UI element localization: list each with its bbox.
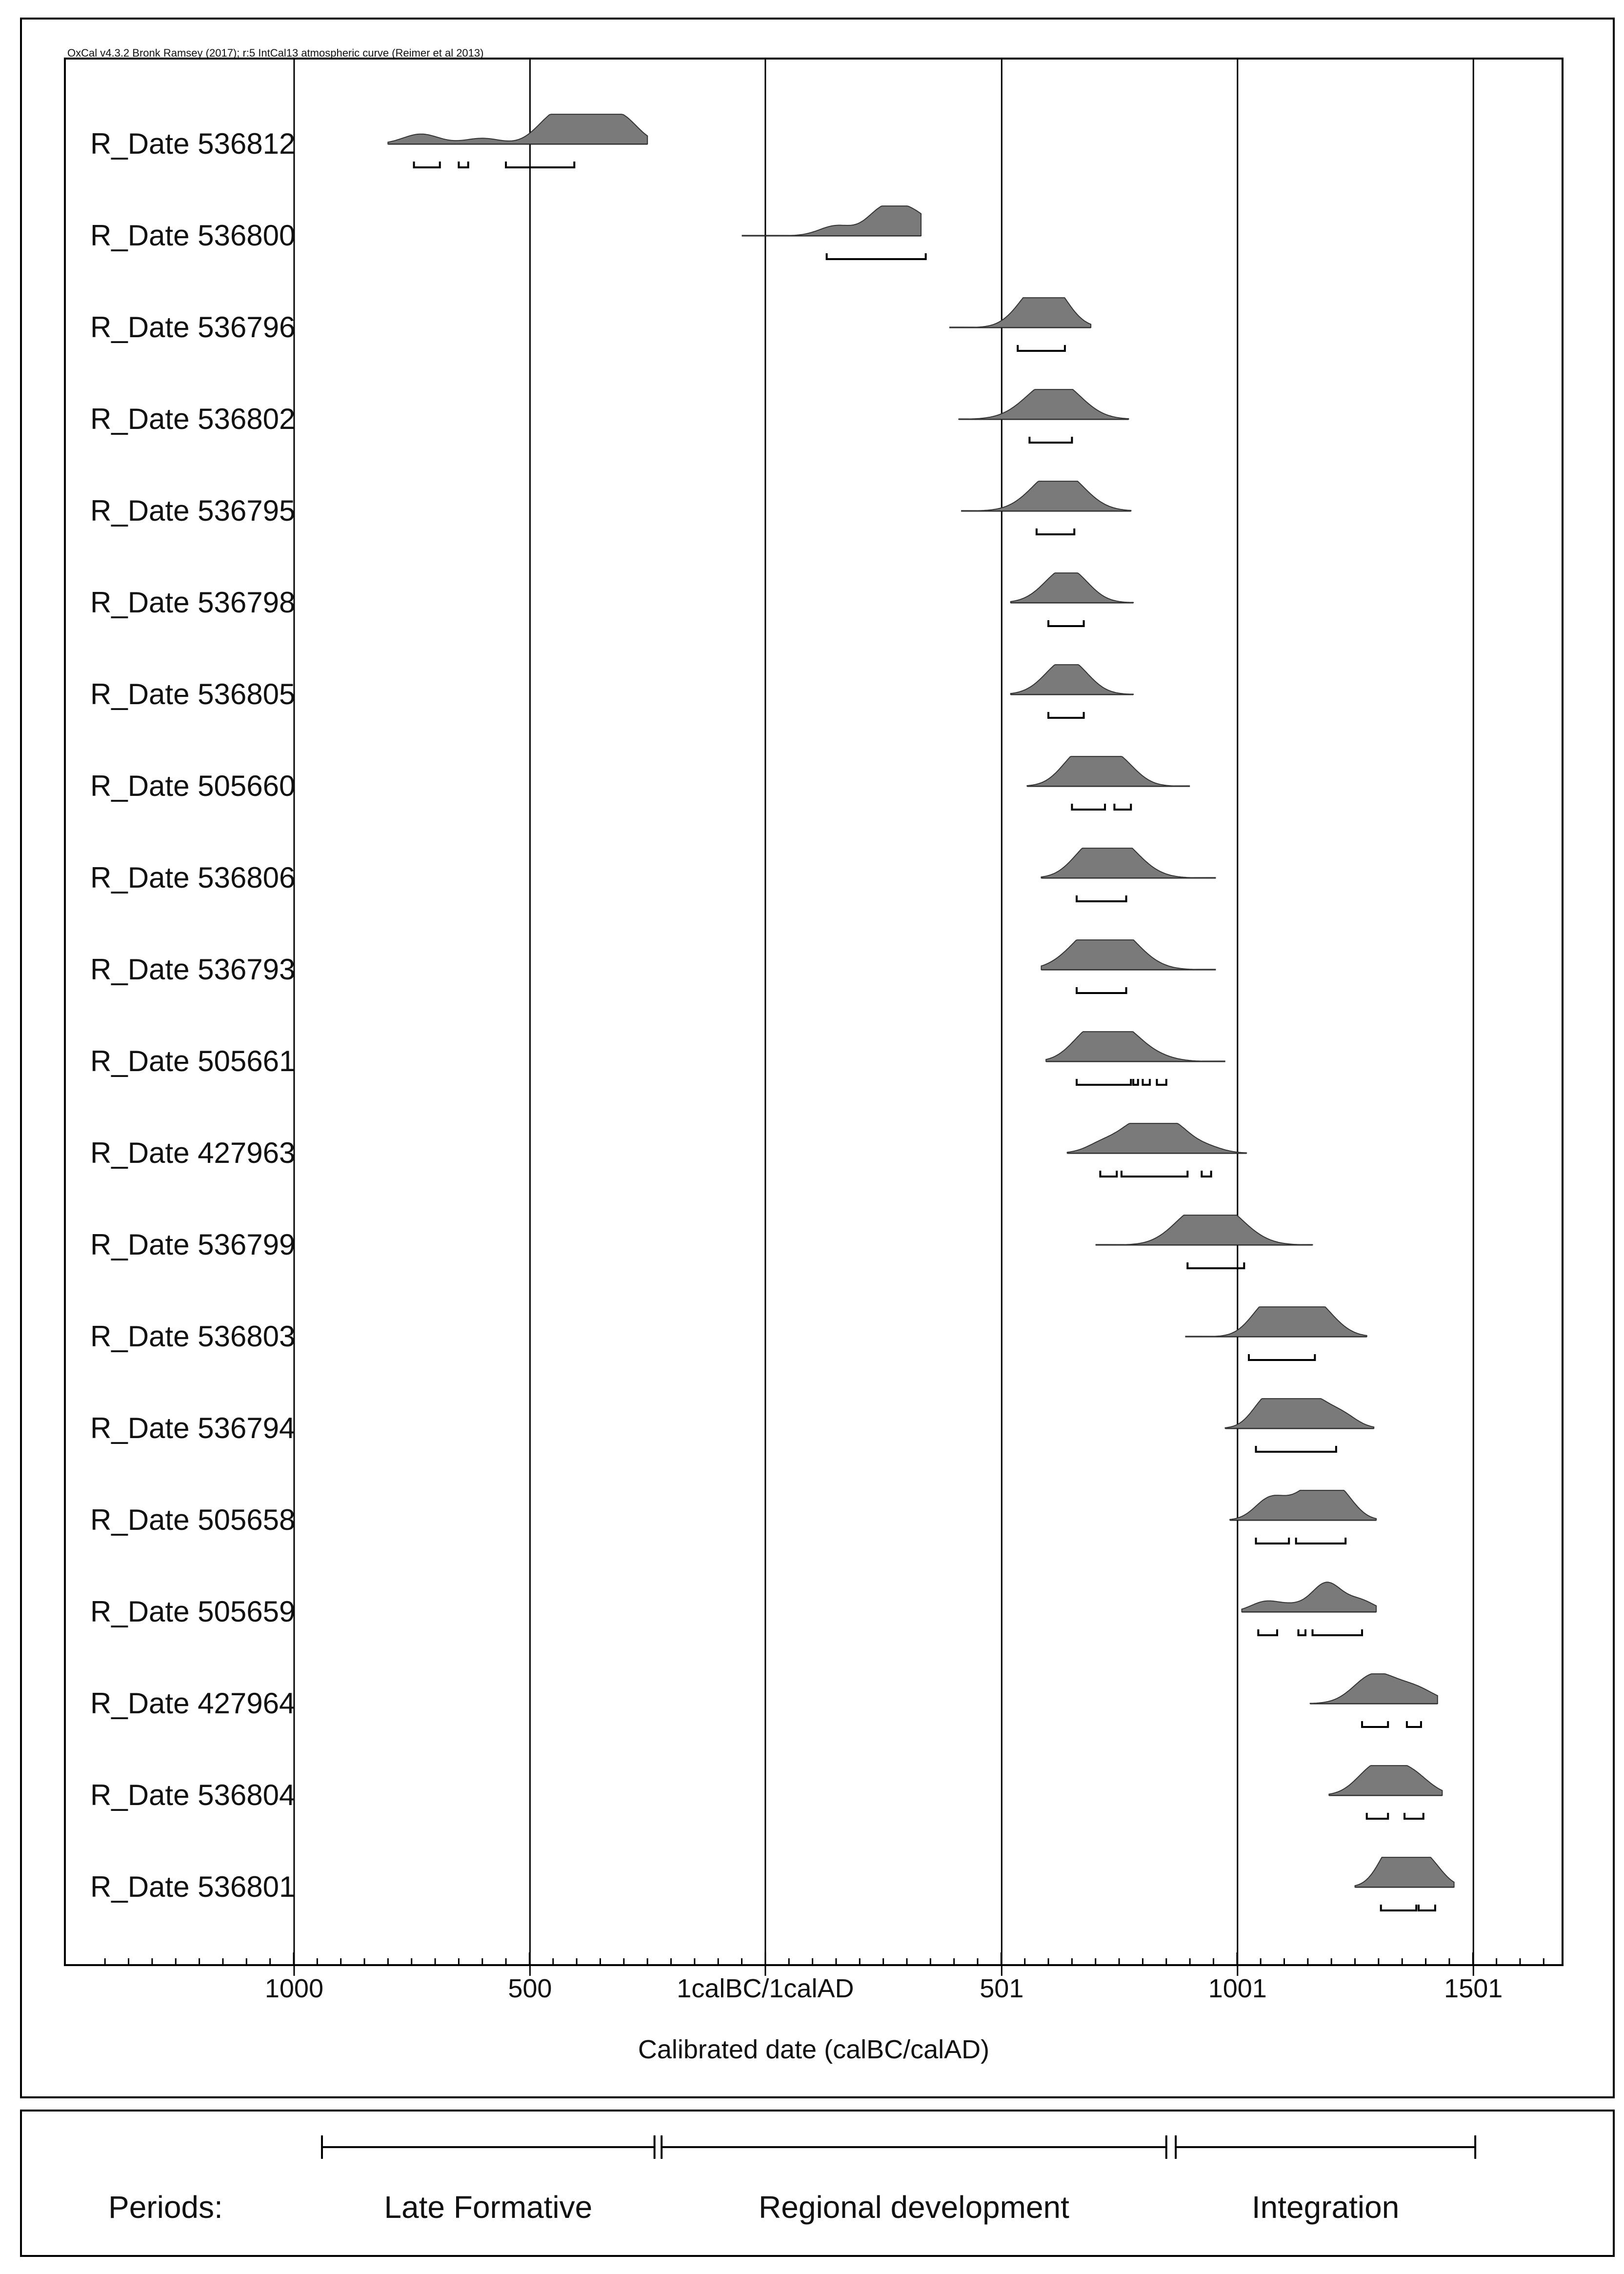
- date-row: [90, 1215, 1313, 1268]
- date-label: R_Date 536799: [90, 1228, 296, 1261]
- date-label: R_Date 536794: [90, 1412, 296, 1444]
- date-label: R_Date 536796: [90, 311, 296, 344]
- date-row: [90, 1123, 1246, 1177]
- probability-density: [1096, 1215, 1313, 1245]
- range-bracket: [1258, 1629, 1277, 1635]
- date-label: R_Date 505658: [90, 1503, 296, 1536]
- probability-density: [1355, 1857, 1454, 1887]
- range-bracket: [414, 162, 440, 167]
- grid-lines: [294, 59, 1473, 1965]
- date-row: [90, 481, 1131, 534]
- range-bracket: [1407, 1721, 1421, 1727]
- date-row: [90, 206, 926, 259]
- range-bracket: [1404, 1813, 1424, 1819]
- date-row: [90, 1490, 1376, 1543]
- date-row: [90, 1582, 1376, 1635]
- range-bracket: [1133, 1079, 1138, 1085]
- range-bracket: [1299, 1629, 1306, 1635]
- range-bracket: [1256, 1538, 1289, 1543]
- range-bracket: [1018, 345, 1065, 351]
- date-label: R_Date 536804: [90, 1779, 296, 1811]
- date-label: R_Date 536802: [90, 403, 296, 435]
- date-row: [90, 573, 1133, 626]
- range-bracket: [1157, 1079, 1166, 1085]
- probability-density: [1230, 1490, 1376, 1520]
- range-bracket: [1077, 1079, 1131, 1085]
- probability-density: [1329, 1766, 1442, 1795]
- x-tick-label: 1000: [264, 1974, 323, 2003]
- probability-density: [1011, 573, 1133, 603]
- date-label: R_Date 536803: [90, 1320, 296, 1353]
- periods-label: Periods:: [108, 2190, 223, 2225]
- range-bracket: [1187, 1262, 1244, 1268]
- date-label: R_Date 505659: [90, 1595, 296, 1628]
- period-name: Regional development: [759, 2190, 1069, 2225]
- date-row: [90, 1307, 1367, 1360]
- range-bracket: [1048, 620, 1084, 626]
- date-row: [90, 1766, 1442, 1819]
- probability-density: [961, 481, 1131, 511]
- probability-density: [742, 206, 922, 236]
- probability-density: [1225, 1399, 1374, 1428]
- chart-header: OxCal v4.3.2 Bronk Ramsey (2017); r:5 IntCal13 atmospheric curve (Reimer et al 2013): [67, 47, 484, 59]
- date-row: [90, 114, 647, 167]
- range-bracket: [1313, 1629, 1363, 1635]
- probability-density: [1185, 1307, 1367, 1337]
- range-bracket: [1362, 1721, 1388, 1727]
- probability-density: [1046, 1032, 1225, 1061]
- date-label: R_Date 536812: [90, 127, 296, 160]
- range-bracket: [1367, 1813, 1388, 1819]
- range-bracket: [506, 162, 574, 167]
- x-tick-label: 1501: [1444, 1974, 1503, 2003]
- range-bracket: [1143, 1079, 1150, 1085]
- date-row: [90, 298, 1091, 351]
- range-bracket: [1249, 1354, 1315, 1360]
- range-bracket: [827, 253, 926, 259]
- range-bracket: [1381, 1905, 1417, 1910]
- probability-density: [1042, 940, 1216, 970]
- date-label: R_Date 536798: [90, 586, 296, 619]
- range-bracket: [1029, 437, 1072, 443]
- range-bracket: [1296, 1538, 1346, 1543]
- probability-density: [1067, 1123, 1247, 1153]
- date-row: [90, 756, 1190, 810]
- x-tick-label: 500: [508, 1974, 552, 2003]
- date-row: [90, 389, 1128, 443]
- probability-density: [1027, 756, 1190, 786]
- date-label: R_Date 427964: [90, 1687, 296, 1720]
- range-bracket: [1114, 804, 1131, 810]
- range-bracket: [1077, 895, 1126, 901]
- range-bracket: [1202, 1171, 1211, 1177]
- range-bracket: [1419, 1905, 1435, 1910]
- date-label: R_Date 536801: [90, 1870, 296, 1903]
- period-bars: [322, 2135, 1475, 2225]
- range-bracket: [1077, 987, 1126, 993]
- probability-density: [1011, 665, 1133, 694]
- date-row: [90, 665, 1133, 718]
- range-bracket: [1100, 1171, 1117, 1177]
- period-name: Late Formative: [384, 2190, 593, 2225]
- date-label: R_Date 536793: [90, 953, 296, 986]
- x-axis: [105, 1952, 1544, 2003]
- range-bracket: [1256, 1446, 1336, 1452]
- range-bracket: [459, 162, 468, 167]
- date-label: R_Date 505661: [90, 1045, 296, 1077]
- x-axis-label: Calibrated date (calBC/calAD): [638, 2035, 990, 2064]
- probability-density: [388, 114, 647, 144]
- period-name: Integration: [1251, 2190, 1400, 2225]
- date-label: R_Date 536795: [90, 494, 296, 527]
- date-label: R_Date 536800: [90, 219, 296, 252]
- range-bracket: [1072, 804, 1105, 810]
- date-row: [90, 1399, 1374, 1452]
- range-bracket: [1048, 712, 1084, 718]
- probability-density: [949, 298, 1091, 327]
- probability-density: [959, 389, 1128, 419]
- x-tick-label: 1001: [1208, 1974, 1267, 2003]
- probability-density: [1042, 848, 1216, 878]
- date-label: R_Date 427963: [90, 1137, 296, 1169]
- date-row: [90, 1674, 1438, 1727]
- date-label: R_Date 505660: [90, 770, 296, 802]
- x-tick-label: 1calBC/1calAD: [677, 1974, 854, 2003]
- date-label: R_Date 536806: [90, 861, 296, 894]
- range-bracket: [1037, 528, 1074, 534]
- date-row: [90, 848, 1216, 901]
- date-row: [90, 940, 1216, 993]
- date-label: R_Date 536805: [90, 678, 296, 711]
- date-row: [90, 1032, 1225, 1085]
- periods-frame: [21, 2111, 1614, 2256]
- plot-area-frame: [65, 59, 1563, 1965]
- probability-density: [1242, 1582, 1377, 1612]
- probability-density: [1310, 1674, 1438, 1704]
- x-tick-label: 501: [980, 1974, 1024, 2003]
- range-bracket: [1122, 1171, 1187, 1177]
